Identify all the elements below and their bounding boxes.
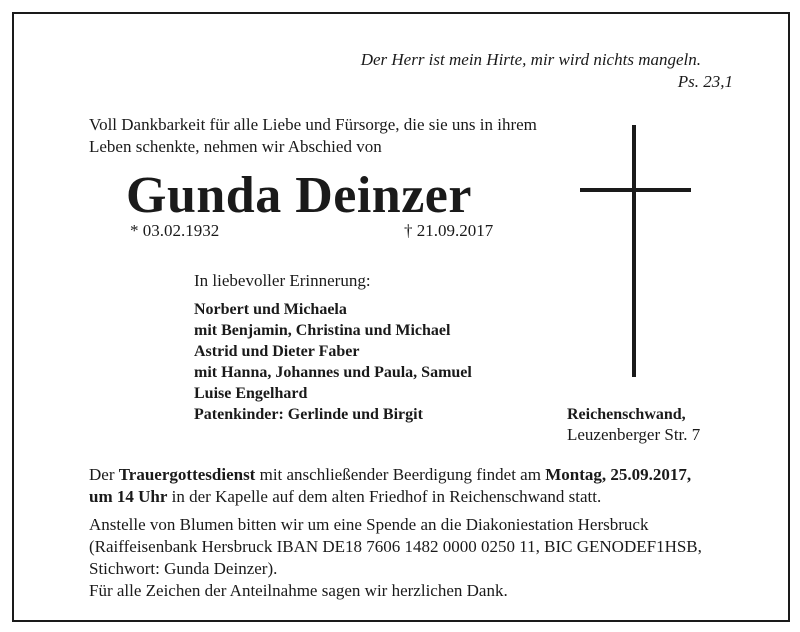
address-street: Leuzenberger Str. 7 [567, 425, 701, 444]
donation-line-3: Stichwort: Gunda Deinzer). [89, 559, 278, 578]
address-place: Reichenschwand, [567, 406, 686, 423]
bible-quote: Der Herr ist mein Hirte, mir wird nichts mangeln. [360, 50, 701, 69]
deceased-name: Gunda Deinzer [126, 167, 472, 224]
mourner-line: Patenkinder: Gerlinde und Birgit [194, 406, 423, 423]
donation-line-1: Anstelle von Blumen bitten wir um eine Spende an die Diakoniestation Hersbruck [89, 515, 649, 534]
cross-bar [580, 188, 691, 192]
donation-line-2: (Raiffeisenbank Hersbruck IBAN DE18 7606 1482 0000 0250 11, BIC GENODEF1HSB, [89, 537, 702, 556]
mourner-line: Norbert und Michaela [194, 301, 347, 318]
mourners-heading: In liebevoller Erinnerung: [194, 271, 371, 290]
thanks-line: Für alle Zeichen der Anteilnahme sagen wir herzlichen Dank. [89, 581, 508, 600]
quote-source: Ps. 23,1 [677, 72, 733, 91]
cross-icon [632, 125, 636, 377]
mourner-line: Luise Engelhard [194, 385, 308, 402]
birth-date: * 03.02.1932 [130, 221, 220, 240]
intro-line-1: Voll Dankbarkeit für alle Liebe und Fürsorge, die sie uns in ihrem [89, 115, 537, 134]
mourner-line: mit Benjamin, Christina und Michael [194, 322, 451, 339]
service-line-1: Der Trauergottesdienst mit anschließender Beerdigung findet am Montag, 25.09.2017, [89, 465, 692, 484]
death-date: † 21.09.2017 [404, 221, 494, 240]
mourner-line: Astrid und Dieter Faber [194, 343, 360, 360]
intro-line-2: Leben schenkte, nehmen wir Abschied von [89, 137, 382, 156]
mourner-line: mit Hanna, Johannes und Paula, Samuel [194, 364, 472, 381]
service-line-2: um 14 Uhr in der Kapelle auf dem alten Friedhof in Reichenschwand statt. [89, 487, 602, 506]
